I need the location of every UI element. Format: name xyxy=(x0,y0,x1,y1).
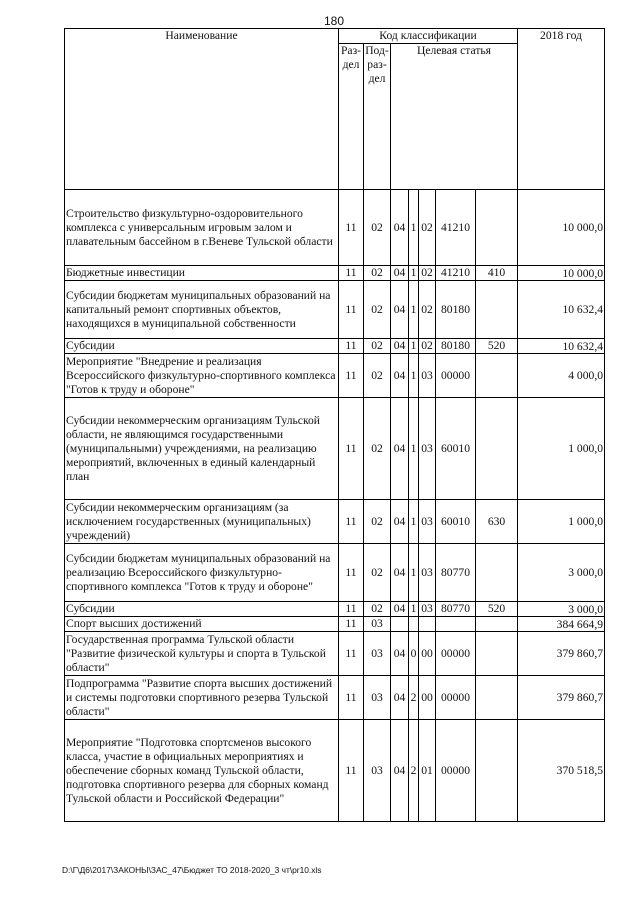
row-expense-group xyxy=(476,617,518,632)
row-target-direction xyxy=(436,617,476,632)
row-target-subprogram: 1 xyxy=(409,500,419,544)
row-target-subprogram: 1 xyxy=(409,354,419,398)
table-row xyxy=(65,617,605,632)
file-path-footer: D:\Г\Д6\2017\ЗАКОНЫ\ЗАС_47\Бюджет ТО 2018-2020_3 чт\pr10.xls xyxy=(62,865,322,875)
budget-table xyxy=(64,28,605,822)
row-target-event: 02 xyxy=(419,281,436,339)
row-target-event: 03 xyxy=(419,398,436,500)
row-target-program: 04 xyxy=(391,354,409,398)
row-target-program: 04 xyxy=(391,281,409,339)
row-target-direction: 80180 xyxy=(436,281,476,339)
row-target-direction: 80180 xyxy=(436,339,476,354)
row-expense-group xyxy=(476,632,518,676)
row-razdel: 11 xyxy=(339,720,364,822)
row-razdel: 11 xyxy=(339,676,364,720)
table-row xyxy=(65,676,605,720)
row-expense-group: 410 xyxy=(476,266,518,281)
row-podrazdel: 03 xyxy=(364,676,391,720)
row-name: Бюджетные инвестиции xyxy=(65,266,339,281)
row-name: Субсидии бюджетам муниципальных образований на капитальный ремонт спортивных объектов, находящихся в муниципальной собственности xyxy=(65,281,339,339)
table-row xyxy=(65,544,605,602)
header-name: Наименование xyxy=(65,29,339,190)
row-target-event: 03 xyxy=(419,500,436,544)
row-podrazdel: 02 xyxy=(364,500,391,544)
row-amount: 3 000,0 xyxy=(518,602,605,617)
row-target-event: 00 xyxy=(419,676,436,720)
row-amount: 4 000,0 xyxy=(518,354,605,398)
row-target-subprogram: 2 xyxy=(409,720,419,822)
row-razdel: 11 xyxy=(339,190,364,266)
row-razdel: 11 xyxy=(339,398,364,500)
table-row xyxy=(65,500,605,544)
row-expense-group xyxy=(476,190,518,266)
row-expense-group xyxy=(476,676,518,720)
row-razdel: 11 xyxy=(339,354,364,398)
row-target-event: 03 xyxy=(419,602,436,617)
row-target-direction: 00000 xyxy=(436,720,476,822)
row-target-direction: 60010 xyxy=(436,398,476,500)
header-target: Целевая статья xyxy=(391,44,518,190)
row-razdel: 11 xyxy=(339,632,364,676)
row-podrazdel: 02 xyxy=(364,190,391,266)
row-amount: 379 860,7 xyxy=(518,632,605,676)
row-target-direction: 41210 xyxy=(436,266,476,281)
row-podrazdel: 03 xyxy=(364,617,391,632)
row-amount: 10 000,0 xyxy=(518,266,605,281)
row-podrazdel: 02 xyxy=(364,339,391,354)
row-expense-group xyxy=(476,398,518,500)
row-target-subprogram: 1 xyxy=(409,281,419,339)
row-expense-group xyxy=(476,720,518,822)
row-podrazdel: 02 xyxy=(364,398,391,500)
row-target-event: 00 xyxy=(419,632,436,676)
row-name: Спорт высших достижений xyxy=(65,617,339,632)
row-target-program: 04 xyxy=(391,720,409,822)
row-target-subprogram xyxy=(409,617,419,632)
row-name: Государственная программа Тульской области "Развитие физической культуры и спорта в Тульской области" xyxy=(65,632,339,676)
row-target-program: 04 xyxy=(391,544,409,602)
row-target-subprogram: 1 xyxy=(409,339,419,354)
row-target-subprogram: 0 xyxy=(409,632,419,676)
row-razdel: 11 xyxy=(339,266,364,281)
row-expense-group: 520 xyxy=(476,339,518,354)
row-target-subprogram: 1 xyxy=(409,602,419,617)
row-amount: 3 000,0 xyxy=(518,544,605,602)
row-name: Субсидии некоммерческим организациям (за исключением государственных (муниципальных) учреждений) xyxy=(65,500,339,544)
row-expense-group: 630 xyxy=(476,500,518,544)
row-expense-group xyxy=(476,281,518,339)
row-target-program: 04 xyxy=(391,676,409,720)
table-row xyxy=(65,281,605,339)
row-amount: 384 664,9 xyxy=(518,617,605,632)
row-amount: 10 632,4 xyxy=(518,281,605,339)
row-razdel: 11 xyxy=(339,339,364,354)
row-expense-group xyxy=(476,354,518,398)
row-target-event: 02 xyxy=(419,190,436,266)
row-amount: 10 000,0 xyxy=(518,190,605,266)
row-razdel: 11 xyxy=(339,281,364,339)
row-target-program: 04 xyxy=(391,632,409,676)
row-name: Подпрограмма "Развитие спорта высших достижений и системы подготовки спортивного резерва Тульской области" xyxy=(65,676,339,720)
row-target-subprogram: 1 xyxy=(409,398,419,500)
table-row xyxy=(65,266,605,281)
row-target-direction: 00000 xyxy=(436,632,476,676)
row-razdel: 11 xyxy=(339,544,364,602)
row-target-subprogram: 1 xyxy=(409,544,419,602)
table-body xyxy=(65,190,605,822)
row-podrazdel: 02 xyxy=(364,602,391,617)
row-target-event: 03 xyxy=(419,544,436,602)
row-amount: 370 518,5 xyxy=(518,720,605,822)
row-target-direction: 80770 xyxy=(436,544,476,602)
row-target-event: 02 xyxy=(419,266,436,281)
row-name: Мероприятие "Подготовка спортсменов высокого класса, участие в официальных мероприятиях и обеспечение сборных команд Тульской области, подготовка спортивного резерва для сборных команд Тульской области и Российской Федерации" xyxy=(65,720,339,822)
row-name: Строительство физкультурно-оздоровительного комплекса с универсальным игровым залом и плавательным бассейном в г.Веневе Тульской области xyxy=(65,190,339,266)
page-number: 180 xyxy=(323,14,345,28)
row-podrazdel: 02 xyxy=(364,354,391,398)
row-target-direction: 00000 xyxy=(436,354,476,398)
row-podrazdel: 03 xyxy=(364,720,391,822)
row-razdel: 11 xyxy=(339,500,364,544)
row-target-event: 01 xyxy=(419,720,436,822)
row-podrazdel: 02 xyxy=(364,281,391,339)
row-target-event: 03 xyxy=(419,354,436,398)
row-amount: 10 632,4 xyxy=(518,339,605,354)
row-razdel: 11 xyxy=(339,617,364,632)
row-podrazdel: 02 xyxy=(364,266,391,281)
table-row xyxy=(65,190,605,266)
row-target-event xyxy=(419,617,436,632)
row-target-direction: 60010 xyxy=(436,500,476,544)
row-podrazdel: 03 xyxy=(364,632,391,676)
row-amount: 379 860,7 xyxy=(518,676,605,720)
row-razdel: 11 xyxy=(339,602,364,617)
header-razdel: Раз- дел xyxy=(339,44,364,190)
row-expense-group: 520 xyxy=(476,602,518,617)
row-target-direction: 00000 xyxy=(436,676,476,720)
header-podrazdel: Под- раз- дел xyxy=(364,44,391,190)
row-target-program: 04 xyxy=(391,190,409,266)
row-target-subprogram: 2 xyxy=(409,676,419,720)
row-name: Субсидии xyxy=(65,602,339,617)
row-name: Мероприятие "Внедрение и реализация Всероссийского физкультурно-спортивного комплекса "Готов к труду и обороне" xyxy=(65,354,339,398)
table-row xyxy=(65,720,605,822)
row-target-direction: 41210 xyxy=(436,190,476,266)
row-name: Субсидии xyxy=(65,339,339,354)
header-code: Код классификации xyxy=(339,29,518,44)
row-target-program: 04 xyxy=(391,266,409,281)
table-row xyxy=(65,398,605,500)
row-target-direction: 80770 xyxy=(436,602,476,617)
row-target-subprogram: 1 xyxy=(409,190,419,266)
table-row xyxy=(65,602,605,617)
row-target-subprogram: 1 xyxy=(409,266,419,281)
row-target-program xyxy=(391,617,409,632)
row-name: Субсидии некоммерческим организациям Тульской области, не являющимся государственными (муниципальными) учреждениями, на реализацию мероприятий, включенных в единый календарный план xyxy=(65,398,339,500)
row-target-program: 04 xyxy=(391,339,409,354)
row-target-program: 04 xyxy=(391,602,409,617)
table-row xyxy=(65,354,605,398)
row-name: Субсидии бюджетам муниципальных образований на реализацию Всероссийского физкультурно-спортивного комплекса "Готов к труду и обороне" xyxy=(65,544,339,602)
table-row xyxy=(65,632,605,676)
row-podrazdel: 02 xyxy=(364,544,391,602)
row-target-program: 04 xyxy=(391,500,409,544)
row-amount: 1 000,0 xyxy=(518,398,605,500)
table-row xyxy=(65,339,605,354)
header-year: 2018 год xyxy=(518,29,605,190)
row-target-program: 04 xyxy=(391,398,409,500)
row-expense-group xyxy=(476,544,518,602)
row-amount: 1 000,0 xyxy=(518,500,605,544)
row-target-event: 02 xyxy=(419,339,436,354)
